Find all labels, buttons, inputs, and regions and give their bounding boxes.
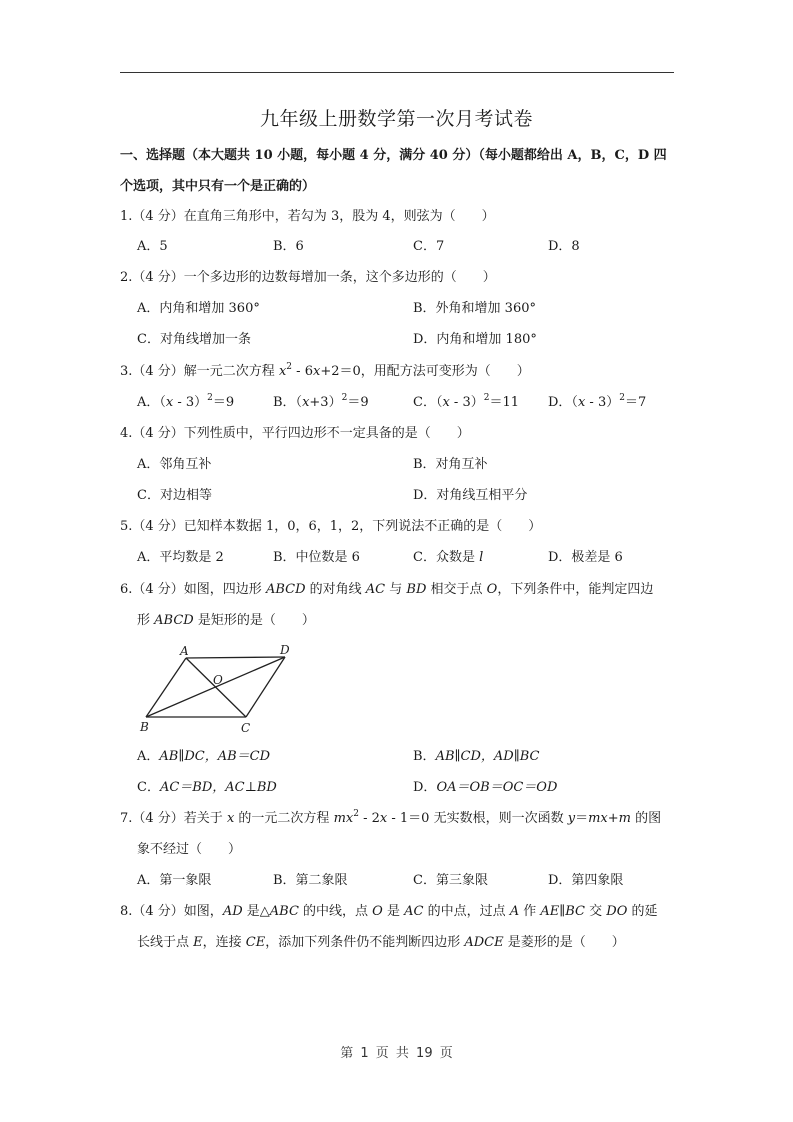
- section-heading-line2: 个选项，其中只有一个是正确的）: [120, 179, 316, 194]
- section-heading: [120, 140, 676, 202]
- question-2-option-b: B．外角和增加 360°: [413, 301, 536, 316]
- question-1-option-a: A．5: [137, 239, 168, 254]
- question-3-option-a: A．（x - 3）$^2$＝9: [137, 393, 235, 410]
- question-1-stem: 1.（4 分）在直角三角形中，若勾为 3，股为 4，则弦为（ ）: [120, 209, 495, 224]
- question-6-stem-line1: 6.（4 分）如图，四边形 ABCD 的对角线 AC 与 BD 相交于点 O，下列条件中，能判定四边: [120, 582, 654, 597]
- question-7-stem-line2: 象不经过（ ）: [137, 842, 242, 857]
- question-1-option-d: D．8: [548, 239, 580, 254]
- question-4-option-a: A．邻角互补: [137, 457, 212, 472]
- question-4-stem: 4.（4 分）下列性质中，平行四边形不一定具备的是（ ）: [120, 426, 470, 441]
- vertex-label-a: A: [180, 644, 189, 658]
- vertex-label-c: C: [241, 721, 251, 735]
- parallelogram-figure: [130, 640, 310, 744]
- question-6-stem-line2: 形 ABCD 是矩形的是（ ）: [137, 613, 315, 628]
- question-5-option-d: D．极差是 6: [548, 550, 623, 565]
- header-rule: [120, 72, 674, 73]
- question-7-option-c: C．第三象限: [413, 873, 488, 888]
- question-5-option-b: B．中位数是 6: [273, 550, 360, 565]
- point-label-o: O: [213, 673, 223, 687]
- question-3-option-b: B．$(x+3)^2=9$: [273, 393, 369, 410]
- question-7-option-b: B．第二象限: [273, 873, 348, 888]
- question-4-option-d: D．对角线互相平分: [413, 488, 528, 503]
- question-3-option-c: C．（x - 3）$^2$＝11: [413, 393, 520, 410]
- question-8-stem-line1: 8.（4 分）如图，AD 是△ABC 的中线，点 O 是 AC 的中点，过点 A 作 AE∥BC 交 DO 的延: [120, 904, 658, 919]
- question-2-option-d: D．内角和增加 180°: [413, 332, 537, 347]
- question-2-stem: 2.（4 分）一个多边形的边数每增加一条，这个多边形的（ ）: [120, 270, 496, 285]
- question-8-stem-line2: 长线于点 E，连接 CE，添加下列条件仍不能判断四边形 ADCE 是菱形的是（ ）: [137, 935, 625, 950]
- question-6-option-d: D．OA＝OB＝OC＝OD: [413, 780, 558, 795]
- question-6-option-c: C．AC＝BD，AC⊥BD: [137, 780, 277, 795]
- vertex-label-b: B: [140, 720, 149, 734]
- page-footer: 第 1 页 共 19 页: [340, 1046, 453, 1061]
- question-5-option-c: C．众数是 l: [413, 550, 484, 565]
- question-1-option-c: C．7: [413, 239, 445, 254]
- page-title: 九年级上册数学第一次月考试卷: [259, 108, 533, 130]
- section-heading-line1: 一、选择题（本大题共 10 小题，每小题 4 分，满分 40 分）（每小题都给出 A，B，C，D 四: [120, 148, 667, 163]
- question-2-option-a: A．内角和增加 360°: [137, 301, 260, 316]
- question-4-option-c: C．对边相等: [137, 488, 212, 503]
- question-6-option-b: B．AB∥CD，AD∥BC: [413, 749, 540, 764]
- question-7-option-a: A．第一象限: [137, 873, 212, 888]
- question-6-option-a: A．AB∥DC，AB＝CD: [137, 749, 271, 764]
- parallelogram-diagram: [130, 640, 310, 740]
- question-7-stem-line1: 7.（4 分）若关于 x 的一元二次方程 $mx^2 - 2x - 1=0$ 无实数根，则一次函数 y＝mx+m 的图: [120, 809, 662, 826]
- question-4-option-b: B．对角互补: [413, 457, 488, 472]
- question-3-stem: 3.（4 分）解一元二次方程 $x^2 - 6x+2=0$，用配方法可变形为（ ）: [120, 362, 530, 379]
- question-2-option-c: C．对角线增加一条: [137, 332, 251, 347]
- question-3-option-d: D．（x - 3）$^2$＝7: [548, 393, 647, 410]
- question-7-option-d: D．第四象限: [548, 873, 624, 888]
- question-5-stem: 5.（4 分）已知样本数据 1，0，6，1，2，下列说法不正确的是（ ）: [120, 519, 542, 534]
- question-5-option-a: A．平均数是 2: [137, 550, 224, 565]
- vertex-label-d: D: [280, 643, 290, 657]
- question-1-option-b: B．6: [273, 239, 304, 254]
